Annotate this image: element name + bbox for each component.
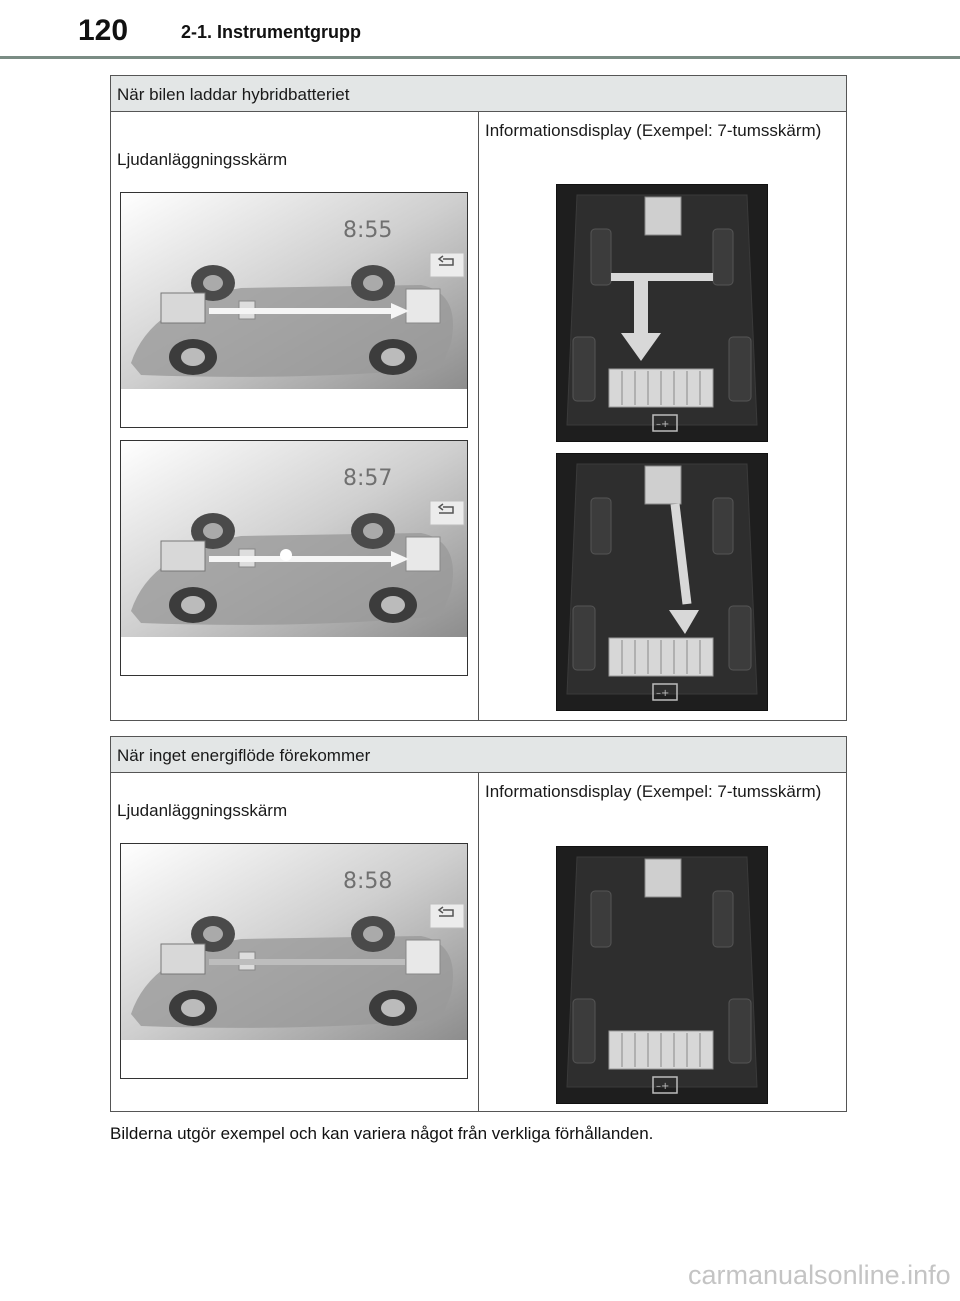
header-rule: [0, 56, 960, 59]
panel-no-energy-flow: [110, 736, 847, 1112]
clock-text: 8:57: [343, 466, 393, 491]
panel-charging: [110, 75, 847, 721]
watermark: carmanualsonline.info: [688, 1260, 951, 1290]
clock-text: 8:55: [343, 218, 393, 243]
energy-flow-illustration: [557, 185, 767, 441]
car-energy-monitor-illustration: [121, 441, 467, 675]
svg-text:–+: –+: [656, 688, 670, 699]
audio-screen-label: Ljudanläggningsskärm: [117, 150, 288, 169]
car-energy-monitor-illustration: [121, 844, 467, 1078]
section-title: 2-1. Instrumentgrupp: [181, 22, 362, 42]
info-display-image: [556, 846, 768, 1104]
audio-screen-image: [120, 440, 468, 676]
car-energy-monitor-illustration: [121, 193, 467, 427]
info-display-label: Informationsdisplay (Exempel: 7-tumsskärm): [485, 121, 822, 140]
clock-text: 8:58: [343, 869, 393, 894]
info-display-cell: [479, 112, 847, 721]
page-header: [0, 0, 960, 60]
svg-text:–+: –+: [656, 419, 670, 430]
panel-heading: När bilen laddar hybridbatteriet: [111, 76, 847, 112]
panel-heading: När inget energiflöde förekommer: [111, 737, 847, 773]
info-display-image: [556, 453, 768, 711]
return-arrow-icon: [430, 501, 464, 525]
audio-screen-image: [120, 843, 468, 1079]
info-display-label: Informationsdisplay (Exempel: 7-tumsskärm): [485, 782, 822, 801]
audio-screen-cell: [111, 112, 479, 721]
audio-screen-label: Ljudanläggningsskärm: [117, 801, 288, 820]
energy-flow-illustration: [557, 847, 767, 1103]
footnote: Bilderna utgör exempel och kan variera något från verkliga förhållanden.: [110, 1124, 654, 1143]
return-arrow-icon: [430, 904, 464, 928]
audio-screen-cell: [111, 773, 479, 1112]
page-number: 120: [78, 14, 129, 47]
energy-flow-illustration: [557, 454, 767, 710]
audio-screen-image: [120, 192, 468, 428]
info-display-cell: [479, 773, 847, 1112]
return-arrow-icon: [430, 253, 464, 277]
info-display-image: [556, 184, 768, 442]
svg-text:–+: –+: [656, 1081, 670, 1092]
